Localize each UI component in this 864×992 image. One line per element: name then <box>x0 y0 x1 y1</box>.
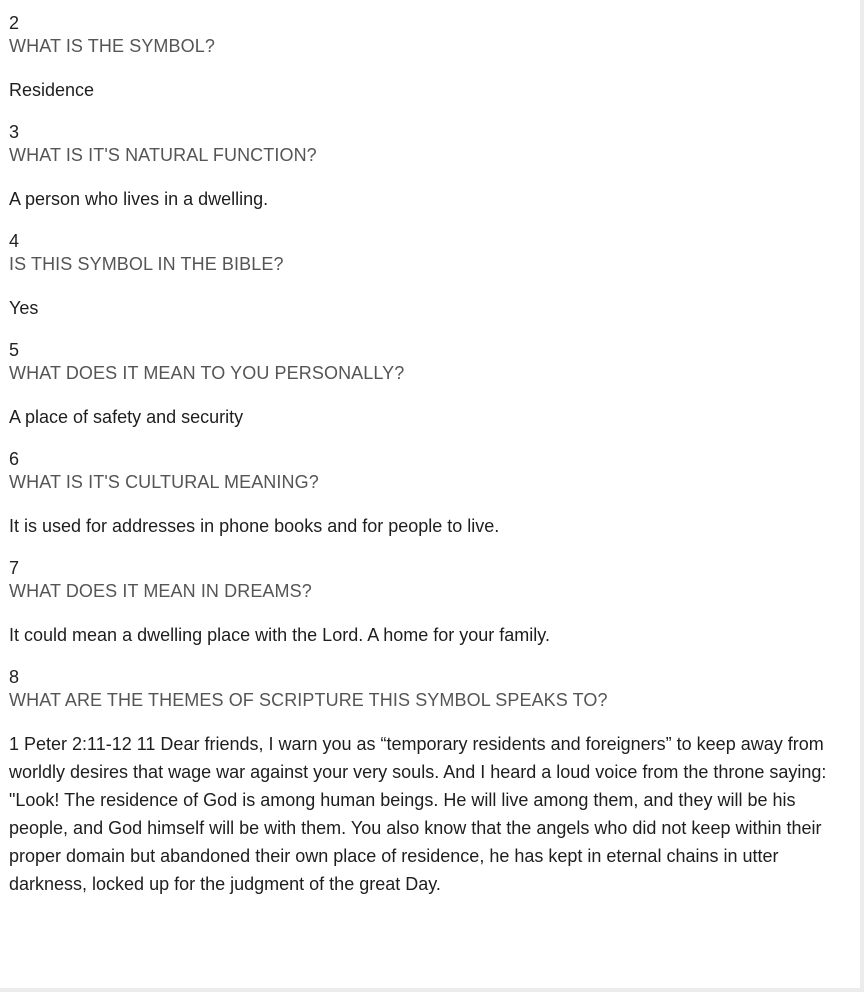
answer-text: A place of safety and security <box>9 407 244 427</box>
question-number: 2 <box>9 13 20 33</box>
answer-text: A person who lives in a dwelling. <box>9 189 269 209</box>
question-number: 5 <box>9 340 20 360</box>
question-text: WHAT IS IT'S NATURAL FUNCTION? <box>9 145 317 165</box>
qa-item <box>9 121 839 213</box>
question-number: 8 <box>9 667 20 687</box>
question-text: WHAT DOES IT MEAN IN DREAMS? <box>9 581 312 601</box>
question-number: 6 <box>9 449 20 469</box>
question-text: WHAT DOES IT MEAN TO YOU PERSONALLY? <box>9 363 405 383</box>
question-text: WHAT IS THE SYMBOL? <box>9 36 215 56</box>
question-text: WHAT ARE THE THEMES OF SCRIPTURE THIS SYMBOL SPEAKS TO? <box>9 690 608 710</box>
qa-list <box>9 12 839 898</box>
answer-text: It could mean a dwelling place with the Lord. A home for your family. <box>9 625 550 645</box>
answer-text: 1 Peter 2:11-12 11 Dear friends, I warn you as “temporary residents and foreigners” to keep away from worldly desires that wage war against your very souls. And I heard a loud voice from the throne saying: "Look! The residence of God is among human beings. He will live among them, and they will be his people, and God himself will be with them. You also know that the angels who did not keep within their proper domain but abandoned their own place of residence, he has kept in eternal chains in utter darkness, locked up for the judgment of the great Day. <box>9 734 827 894</box>
question-number: 3 <box>9 122 20 142</box>
qa-item <box>9 666 839 898</box>
qa-item <box>9 448 839 540</box>
answer-text: Yes <box>9 298 39 318</box>
question-text: IS THIS SYMBOL IN THE BIBLE? <box>9 254 284 274</box>
question-number: 4 <box>9 231 20 251</box>
answer-text: Residence <box>9 80 95 100</box>
question-number: 7 <box>9 558 20 578</box>
qa-item <box>9 339 839 431</box>
question-text: WHAT IS IT'S CULTURAL MEANING? <box>9 472 319 492</box>
qa-item <box>9 12 839 104</box>
answer-text: It is used for addresses in phone books and for people to live. <box>9 516 500 536</box>
qa-item <box>9 557 839 649</box>
qa-item <box>9 230 839 322</box>
